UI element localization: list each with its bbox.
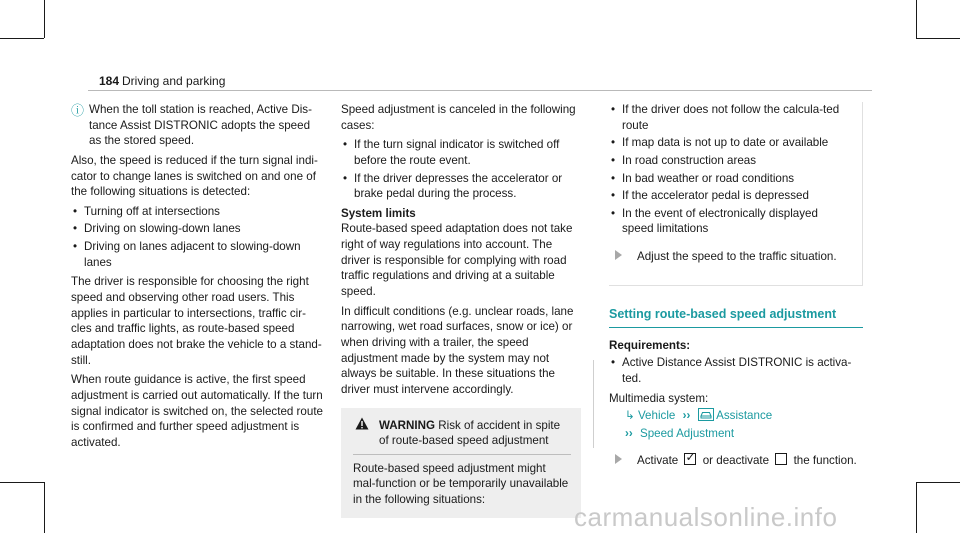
column-1	[71, 102, 325, 454]
warning-triangle-icon	[355, 417, 369, 435]
cancel-list	[341, 137, 581, 202]
action-activate: Activate	[637, 454, 679, 468]
list-item: • If map data is not up to date or available	[609, 135, 852, 151]
menu-vehicle[interactable]: Vehicle	[637, 409, 676, 423]
info-note-text: When the toll station is reached, Active Dis-tance Assist DISTRONIC adopts the speed as the stored speed.	[89, 103, 312, 148]
action-function: the function.	[793, 454, 857, 468]
column-3	[609, 102, 863, 481]
warning-body: Route-based speed adjustment might mal-function or be temporarily unavailable in the following situations:	[353, 461, 569, 507]
paragraph: Route-based speed adaptation does not take right of way regulations into account. The driver is responsible for complying with road traffic regulations and driving at a suitable speed.	[341, 222, 573, 299]
info-note	[71, 102, 325, 149]
paragraph: When route guidance is active, the first speed adjustment is carried out automatically. If the turn signal indicator is switched on, the selected route is confirmed and further speed adjustment is activated.	[71, 373, 323, 449]
malfunction-list	[609, 102, 852, 237]
paragraph: In difficult conditions (e.g. unclear roads, lane narrowing, wet road surfaces, snow or ice) or when driving with a trailer, the speed adjustment made by the system may not always be suitable. In these situations the driver must intervene accordingly.	[341, 304, 574, 396]
action-arrow-icon	[615, 454, 622, 464]
situations-box	[609, 102, 863, 286]
car-icon	[698, 409, 717, 422]
action-step	[609, 453, 863, 469]
list-item: • If the driver depresses the accelerator or brake pedal during the process.	[341, 171, 581, 202]
watermark: carmanualsonline.info	[574, 502, 838, 532]
info-icon: ⓘ	[71, 103, 85, 118]
list-item: • In road construction areas	[609, 153, 852, 169]
list-item: • Driving on slowing-down lanes	[71, 221, 325, 237]
checked-box-icon	[684, 453, 696, 465]
menu-path-line-1	[609, 408, 863, 424]
crop-mark	[916, 0, 917, 38]
action-text: Adjust the speed to the traffic situation.	[637, 250, 837, 264]
crop-mark	[44, 0, 45, 38]
unchecked-box-icon	[775, 453, 787, 465]
paragraph: Also, the speed is reduced if the turn signal indi-cator to change lanes is switched on and one of the following situations is detected:	[71, 153, 318, 199]
system-limits-title: System limits	[341, 206, 416, 220]
crop-mark	[916, 482, 917, 533]
crop-mark	[44, 482, 45, 533]
list-item: • In bad weather or road conditions	[609, 171, 852, 187]
warning-box-border	[593, 360, 594, 448]
list-item: • Turning off at intersections	[71, 204, 325, 220]
action-step	[609, 249, 852, 265]
menu-path-line-2	[609, 426, 863, 442]
warning-header	[353, 418, 571, 455]
list-item: • Active Distance Assist DISTRONIC is activa-ted.	[609, 355, 863, 386]
list-item: • Driving on lanes adjacent to slowing-down lanes	[71, 239, 325, 270]
page-number: 184	[99, 74, 120, 88]
paragraph: The driver is responsible for choosing the right speed and observing other road users. This applies in particular to intersections, traffic cir-cles and traffic lights, as route-based speed adaptation does not brake the vehicle to a stand-still.	[71, 275, 322, 367]
warning-heading: Risk of accident in spite of route-based speed adjustment	[379, 418, 561, 448]
multimedia-label: Multimedia system:	[609, 391, 709, 405]
list-item: • If the turn signal indicator is switched off before the route event.	[341, 137, 581, 168]
requirements-list	[609, 355, 863, 386]
warning-label: WARNING	[379, 418, 436, 432]
list-item: • If the accelerator pedal is depressed	[609, 188, 852, 204]
crop-mark	[0, 38, 44, 39]
return-arrow-icon: ↳	[625, 409, 635, 423]
list-item: • In the event of electronically displayed speed limitations	[609, 206, 852, 237]
section-title: Setting route-based speed adjustment	[609, 306, 863, 328]
chevron-right-icon: ››	[625, 426, 633, 440]
menu-assistance[interactable]: Assistance	[716, 409, 773, 423]
crop-mark	[916, 38, 960, 39]
situation-list	[71, 204, 325, 271]
chevron-right-icon: ››	[682, 409, 691, 423]
action-deactivate: or deactivate	[702, 454, 770, 468]
list-item: • If the driver does not follow the calcula-ted route	[609, 102, 852, 133]
requirements-title: Requirements:	[609, 338, 691, 352]
column-2	[341, 102, 581, 518]
warning-box	[341, 408, 581, 518]
header-divider	[88, 90, 872, 91]
section-header: Driving and parking	[122, 74, 226, 88]
crop-mark	[0, 482, 44, 483]
crop-mark	[916, 482, 960, 483]
action-arrow-icon	[615, 250, 622, 260]
menu-speed-adjustment[interactable]: Speed Adjustment	[639, 426, 735, 440]
paragraph: Speed adjustment is canceled in the following cases:	[341, 103, 576, 132]
